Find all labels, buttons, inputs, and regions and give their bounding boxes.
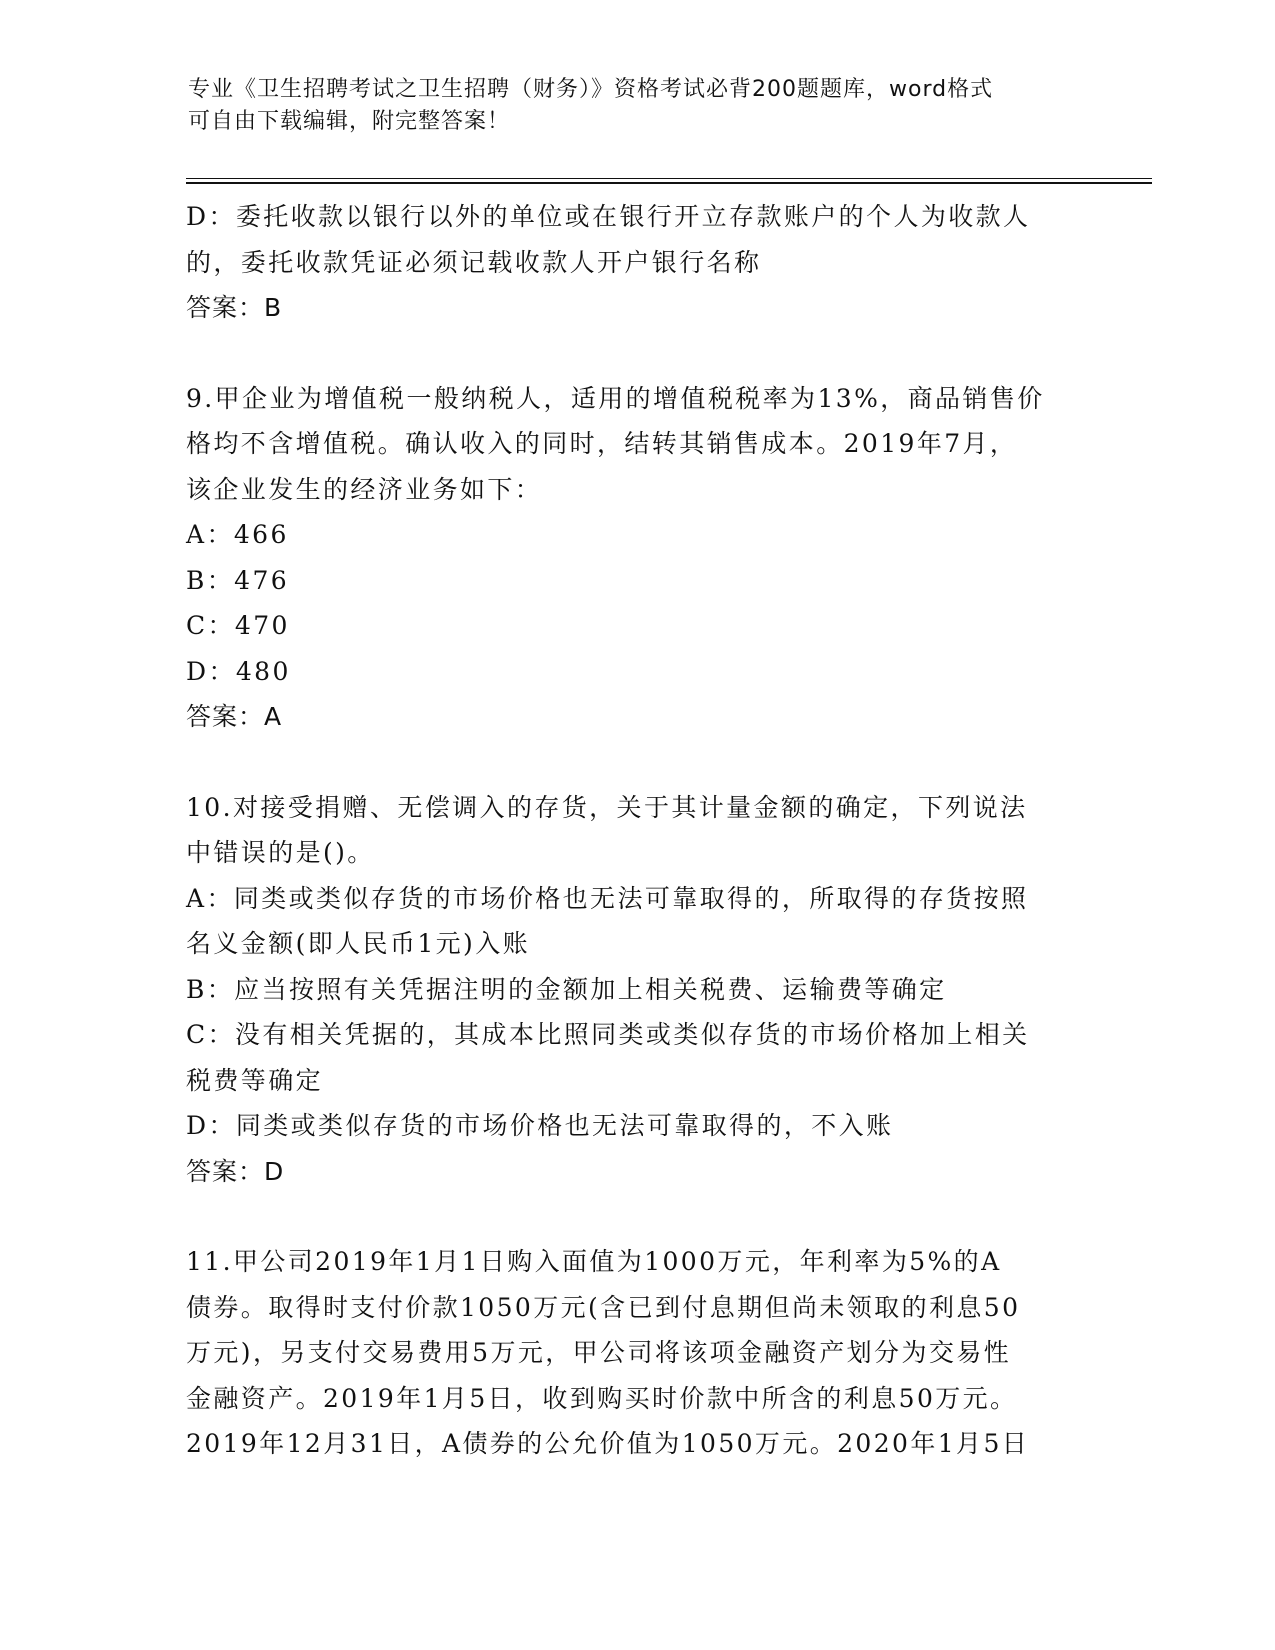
q10-stem-line-1: 10.对接受捐赠、无偿调入的存货，关于其计量金额的确定，下列说法 (186, 792, 1028, 822)
document-header (188, 74, 1068, 138)
q9-option-c: C：470 (186, 611, 290, 640)
q10-option-a-line-1: A：同类或类似存货的市场价格也无法可靠取得的，所取得的存货按照 (186, 883, 1029, 913)
q10-option-b: B：应当按照有关凭据注明的金额加上相关税费、运输费等确定 (186, 974, 947, 1004)
spacer (186, 331, 1086, 376)
question-11 (186, 1239, 1086, 1467)
question-10 (186, 785, 1086, 1195)
q10-option-a-line-2: 名义金额(即人民币1元)入账 (186, 929, 531, 958)
header-divider-thin (186, 178, 1152, 179)
q11-stem-line-3: 万元)，另支付交易费用5万元，甲公司将该项金融资产划分为交易性 (186, 1338, 1012, 1367)
q9-option-a: A：466 (186, 520, 289, 549)
header-title-line-2: 可自由下载编辑，附完整答案！ (188, 109, 511, 134)
q9-answer: 答案：A (186, 702, 283, 731)
document-body (186, 194, 1086, 1467)
q8-answer: 答案：B (186, 293, 283, 322)
spacer (186, 1194, 1086, 1239)
header-title-line-1: 专业《卫生招聘考试之卫生招聘（财务）》资格考试必背200题题库，word格式 (188, 77, 994, 102)
q9-option-b: B：476 (186, 565, 290, 595)
spacer (186, 740, 1086, 785)
header-divider-thick (186, 182, 1152, 184)
q9-stem-line-2: 格均不含增值税。确认收入的同时，结转其销售成本。2019年7月， (186, 429, 1018, 458)
q10-answer: 答案：D (186, 1156, 285, 1186)
q10-stem-line-2: 中错误的是()。 (186, 838, 375, 867)
question-8-tail (186, 194, 1086, 331)
q11-stem-line-5: 2019年12月31日，A债券的公允价值为1050万元。2020年1月5日 (186, 1429, 1030, 1458)
q11-stem-line-2: 债券。取得时支付价款1050万元(含已到付息期但尚未领取的利息50 (186, 1292, 1021, 1322)
q9-option-d: D：480 (186, 656, 291, 686)
q9-stem-line-3: 该企业发生的经济业务如下： (186, 474, 543, 504)
q11-stem-line-1: 11.甲公司2019年1月1日购入面值为1000万元，年利率为5%的A (186, 1247, 1002, 1276)
q10-option-c-line-2: 税费等确定 (186, 1065, 324, 1095)
q11-stem-line-4: 金融资产。2019年1月5日，收到购买时价款中所含的利息50万元。 (186, 1383, 1018, 1413)
q10-option-c-line-1: C：没有相关凭据的，其成本比照同类或类似存货的市场价格加上相关 (186, 1020, 1030, 1049)
q8-option-d-line-1: D：委托收款以银行以外的单位或在银行开立存款账户的个人为收款人 (186, 202, 1031, 231)
q10-option-d: D：同类或类似存货的市场价格也无法可靠取得的，不入账 (186, 1111, 894, 1140)
q9-stem-line-1: 9.甲企业为增值税一般纳税人，适用的增值税税率为13%，商品销售价 (186, 383, 1045, 413)
q8-option-d-line-2: 的，委托收款凭证必须记载收款人开户银行名称 (186, 247, 762, 277)
question-9 (186, 376, 1086, 740)
